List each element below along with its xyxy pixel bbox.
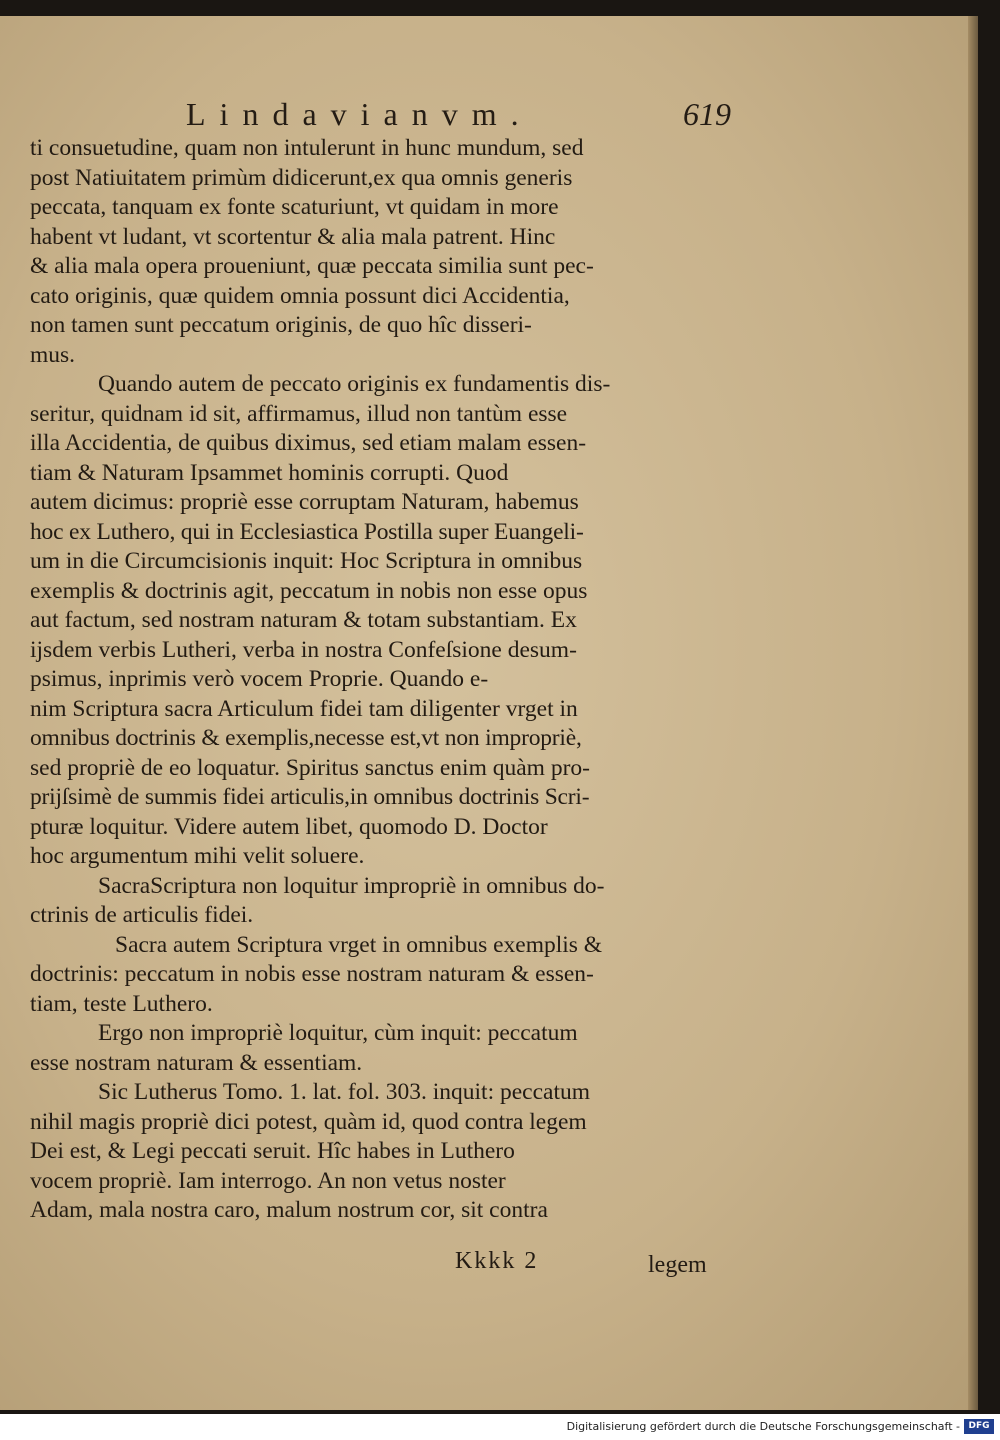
body-text	[30, 134, 750, 1226]
text-line: autem dicimus: propriè esse corruptam Naturam, habemus	[30, 489, 579, 515]
text-line: seritur, quidnam id sit, affirmamus, illud non tantùm esse	[30, 400, 568, 427]
page-number: 619	[683, 96, 731, 132]
text-line: um in die Circumcisionis inquit: Hoc Scriptura in omnibus	[30, 548, 583, 574]
text-line: vocem propriè. Iam interrogo. An non vetus noster	[30, 1167, 506, 1194]
text-line: Sic Lutherus Tomo. 1. lat. fol. 303. inquit: peccatum	[98, 1079, 590, 1105]
catchword: legem	[648, 1252, 707, 1278]
text-line: Sacra autem Scriptura vrget in omnibus exemplis &	[115, 931, 603, 958]
dfg-logo-icon: DFG	[964, 1419, 994, 1434]
text-line: psimus, inprimis verò vocem Proprie. Quando e-	[30, 666, 489, 692]
text-line: ctrinis de articulis fidei.	[30, 902, 254, 928]
book-page	[0, 16, 978, 1410]
text-line: doctrinis: peccatum in nobis esse nostram naturam & essen-	[30, 961, 594, 987]
text-line: aut factum, sed nostram naturam & totam substantiam. Ex	[30, 607, 577, 633]
text-line: Quando autem de peccato originis ex fundamentis dis-	[98, 371, 611, 397]
text-line: nihil magis propriè dici potest, quàm id, quod contra legem	[30, 1108, 587, 1135]
text-line: exemplis & doctrinis agit, peccatum in nobis non esse opus	[30, 577, 588, 604]
text-line: tiam & Naturam Ipsammet hominis corrupti. Quod	[30, 459, 509, 486]
signature-mark: Kkkk 2	[455, 1248, 539, 1274]
text-line: SacraScriptura non loquitur impropriè in omnibus do-	[98, 872, 605, 899]
text-line: omnibus doctrinis & exemplis,necesse est,vt non impropriè,	[30, 725, 582, 751]
text-line: nim Scriptura sacra Articulum fidei tam diligenter vrget in	[30, 695, 578, 722]
text-line: hoc argumentum mihi velit soluere.	[30, 843, 365, 869]
page-footer	[0, 1248, 978, 1288]
text-line: non tamen sunt peccatum originis, de quo hîc disseri-	[30, 312, 532, 338]
text-line: habent vt ludant, vt scortentur & alia mala patrent. Hinc	[30, 223, 556, 250]
text-line: illa Accidentia, de quibus diximus, sed etiam malam essen-	[30, 430, 587, 456]
text-line: post Natiuitatem primùm didicerunt,ex qua omnis generis	[30, 164, 573, 191]
text-line: mus.	[30, 341, 76, 368]
text-line: ti consuetudine, quam non intulerunt in hunc mundum, sed	[30, 135, 584, 161]
text-line: peccata, tanquam ex fonte scaturiunt, vt quidam in more	[30, 194, 559, 220]
text-line: cato originis, quæ quidem omnia possunt dici Accidentia,	[30, 282, 570, 309]
text-line: esse nostram naturam & essentiam.	[30, 1049, 363, 1076]
page-edge	[968, 16, 978, 1410]
page-header	[0, 90, 978, 140]
digitization-note: Digitalisierung gefördert durch die Deutsche Forschungsgemeinschaft -	[566, 1420, 960, 1433]
text-line: ijsdem verbis Lutheri, verba in nostra Confeſsione desum-	[30, 636, 577, 663]
text-line: Adam, mala nostra caro, malum nostrum cor, sit contra	[30, 1197, 548, 1223]
text-line: Dei est, & Legi peccati seruit. Hîc habes in Luthero	[30, 1138, 515, 1164]
text-line: prijſsimè de summis fidei articulis,in omnibus doctrinis Scri-	[30, 784, 590, 810]
running-title: Lindavianvm.	[186, 96, 533, 132]
text-line: pturæ loquitur. Videre autem libet, quomodo D. Doctor	[30, 813, 548, 840]
text-line: sed propriè de eo loquatur. Spiritus sanctus enim quàm pro-	[30, 754, 590, 781]
text-line: tiam, teste Luthero.	[30, 990, 213, 1017]
text-line: Ergo non impropriè loquitur, cùm inquit: peccatum	[98, 1020, 578, 1046]
text-line: hoc ex Luthero, qui in Ecclesiastica Postilla super Euangeli-	[30, 518, 584, 545]
digitization-bar	[0, 1414, 1000, 1440]
text-line: & alia mala opera proueniunt, quæ peccata similia sunt pec-	[30, 253, 594, 279]
